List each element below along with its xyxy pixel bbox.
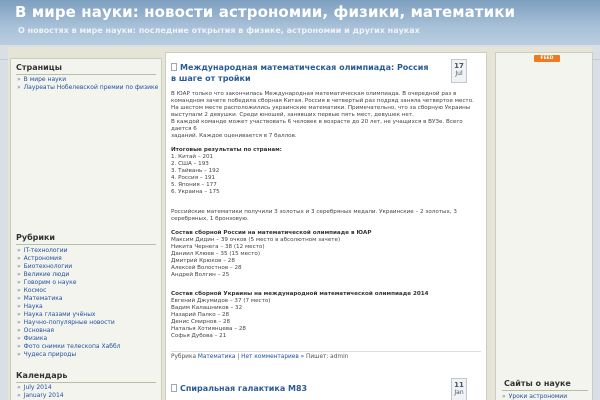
post-day: 17: [454, 62, 464, 70]
post-date: [451, 378, 467, 400]
list-item[interactable]: » Фото снимки телескопа Хаббл: [17, 343, 121, 351]
comments-link[interactable]: Нет комментариев »: [241, 354, 305, 360]
site-description: О новостях в мире науки: последние открытия в физике, астрономии и других науках: [18, 26, 420, 35]
list-item[interactable]: » Астрономия: [17, 255, 121, 263]
results-block: Итоговые результаты по странам: 1. Китай – 201 2. США – 193 3. Тайвань – 192 4. Россия – 191 5. Япония – 177 6. Украина – 175: [171, 147, 282, 195]
list-item[interactable]: » Космос: [17, 287, 121, 295]
list-item[interactable]: » July 2014: [17, 384, 64, 392]
post-meta: Рубрика Математика | Нет комментариев » Пишет: admin: [171, 354, 349, 360]
category-link[interactable]: Математика: [197, 354, 236, 360]
site-header: [0, 0, 600, 45]
list-item[interactable]: » Физика: [17, 335, 121, 343]
main-content: [165, 52, 487, 400]
medals-paragraph: Российские математики получили 3 золотых и 3 серебряных медали. Украинские – 2 золотых, 3 серебряных, 1 бронзовую.: [171, 209, 457, 222]
list-item[interactable]: » Говорим о науке: [17, 279, 121, 287]
left-sidebar: [10, 58, 162, 400]
pages-list: [17, 76, 158, 92]
document-icon: [171, 63, 177, 71]
list-item[interactable]: » January 2014: [17, 392, 64, 400]
post-day: 11: [454, 381, 464, 389]
calendar-widget-title: Календарь: [16, 371, 68, 380]
list-item[interactable]: » Уроки астрономии: [502, 393, 567, 400]
list-item[interactable]: » Математика: [17, 295, 121, 303]
divider: [171, 351, 481, 352]
rubrics-widget-title: Рубрики: [16, 233, 56, 242]
list-item[interactable]: » Лауреаты Нобелевской премии по физике: [17, 84, 158, 92]
list-item[interactable]: » Основная: [17, 327, 121, 335]
ukraine-team: Состав сборной Украины на международной математической олимпиаде 2014 Евгений Джумидов – 37 (7 место) Вадим Калашников – 32 Назарий Палко – 28 Денис Смирнов – 28 Наталья Хотиянцева – 28 Софья Дубова – 21: [171, 291, 429, 339]
ukraine-heading: Состав сборной Украины на международной математической олимпиаде 2014: [171, 291, 429, 297]
list-item[interactable]: » Наука глазами учёных: [17, 311, 121, 319]
post-month: Jul: [455, 70, 463, 77]
post-title[interactable]: Спиральная галактика M83: [171, 383, 431, 394]
list-item[interactable]: » Чудеса природы: [17, 351, 121, 359]
divider: [502, 390, 588, 391]
pages-widget-title: Страницы: [16, 63, 62, 72]
sites-widget-title: Сайты о науке: [504, 379, 571, 388]
divider: [16, 244, 156, 245]
post-month: Jan: [454, 389, 464, 396]
russia-heading: Состав сборной России на математической олимпиаде в ЮАР: [171, 230, 372, 236]
post-title[interactable]: Международная математическая олимпиада: Россия в шаге от тройки: [171, 63, 429, 83]
list-item[interactable]: » IT-технологии: [17, 247, 121, 255]
post-author: Пишет: admin: [306, 354, 349, 360]
divider: [16, 74, 156, 75]
russia-team: Состав сборной России на математической олимпиаде в ЮАР Максим Дидин – 39 очков (5 место в абсолютном зачете) Никита Чернега – 38 (12 место) Даниил Клюев – 35 (15 место) Дмитрий Крюков – 28 Алексей Волостнов – 28 Андрей Волгин – 25: [171, 230, 372, 278]
list-item[interactable]: » Великие люди: [17, 271, 121, 279]
divider: [16, 382, 156, 383]
post-intro: В ЮАР только что закончилась Международная математическая олимпиада. В очередной раз в командном зачете победила сборная Китая. Россия в четвертый раз подряд заняла четвертое место. На шестом месте расположились украинские математики. Примечательно, что за сборную Украины выступали 2 девушки. Среди юношей, занявших первые пять мест, девушек нет. В каждой команде может участвовать 6 человек в возрасте до 20 лет, не учащихся в ВУЗе. Всего дается 6 заданий. Каждое оценивается в 7 баллов.: [171, 91, 474, 139]
post-date: [451, 59, 467, 83]
list-item[interactable]: » Научно-популярные новости: [17, 319, 121, 327]
list-item[interactable]: » Биотехнологии: [17, 263, 121, 271]
feed-button[interactable]: FEED: [534, 55, 560, 62]
list-item[interactable]: » Наука: [17, 303, 121, 311]
right-sidebar: [495, 52, 593, 400]
sites-list: [502, 393, 567, 400]
site-title[interactable]: В мире науки: новости астрономии, физики, математики: [15, 3, 516, 21]
results-heading: Итоговые результаты по странам:: [171, 147, 282, 153]
list-item[interactable]: » В мире науки: [17, 76, 158, 84]
calendar-list: [17, 384, 64, 400]
rubrics-list: [17, 247, 121, 359]
document-icon: [171, 384, 177, 392]
